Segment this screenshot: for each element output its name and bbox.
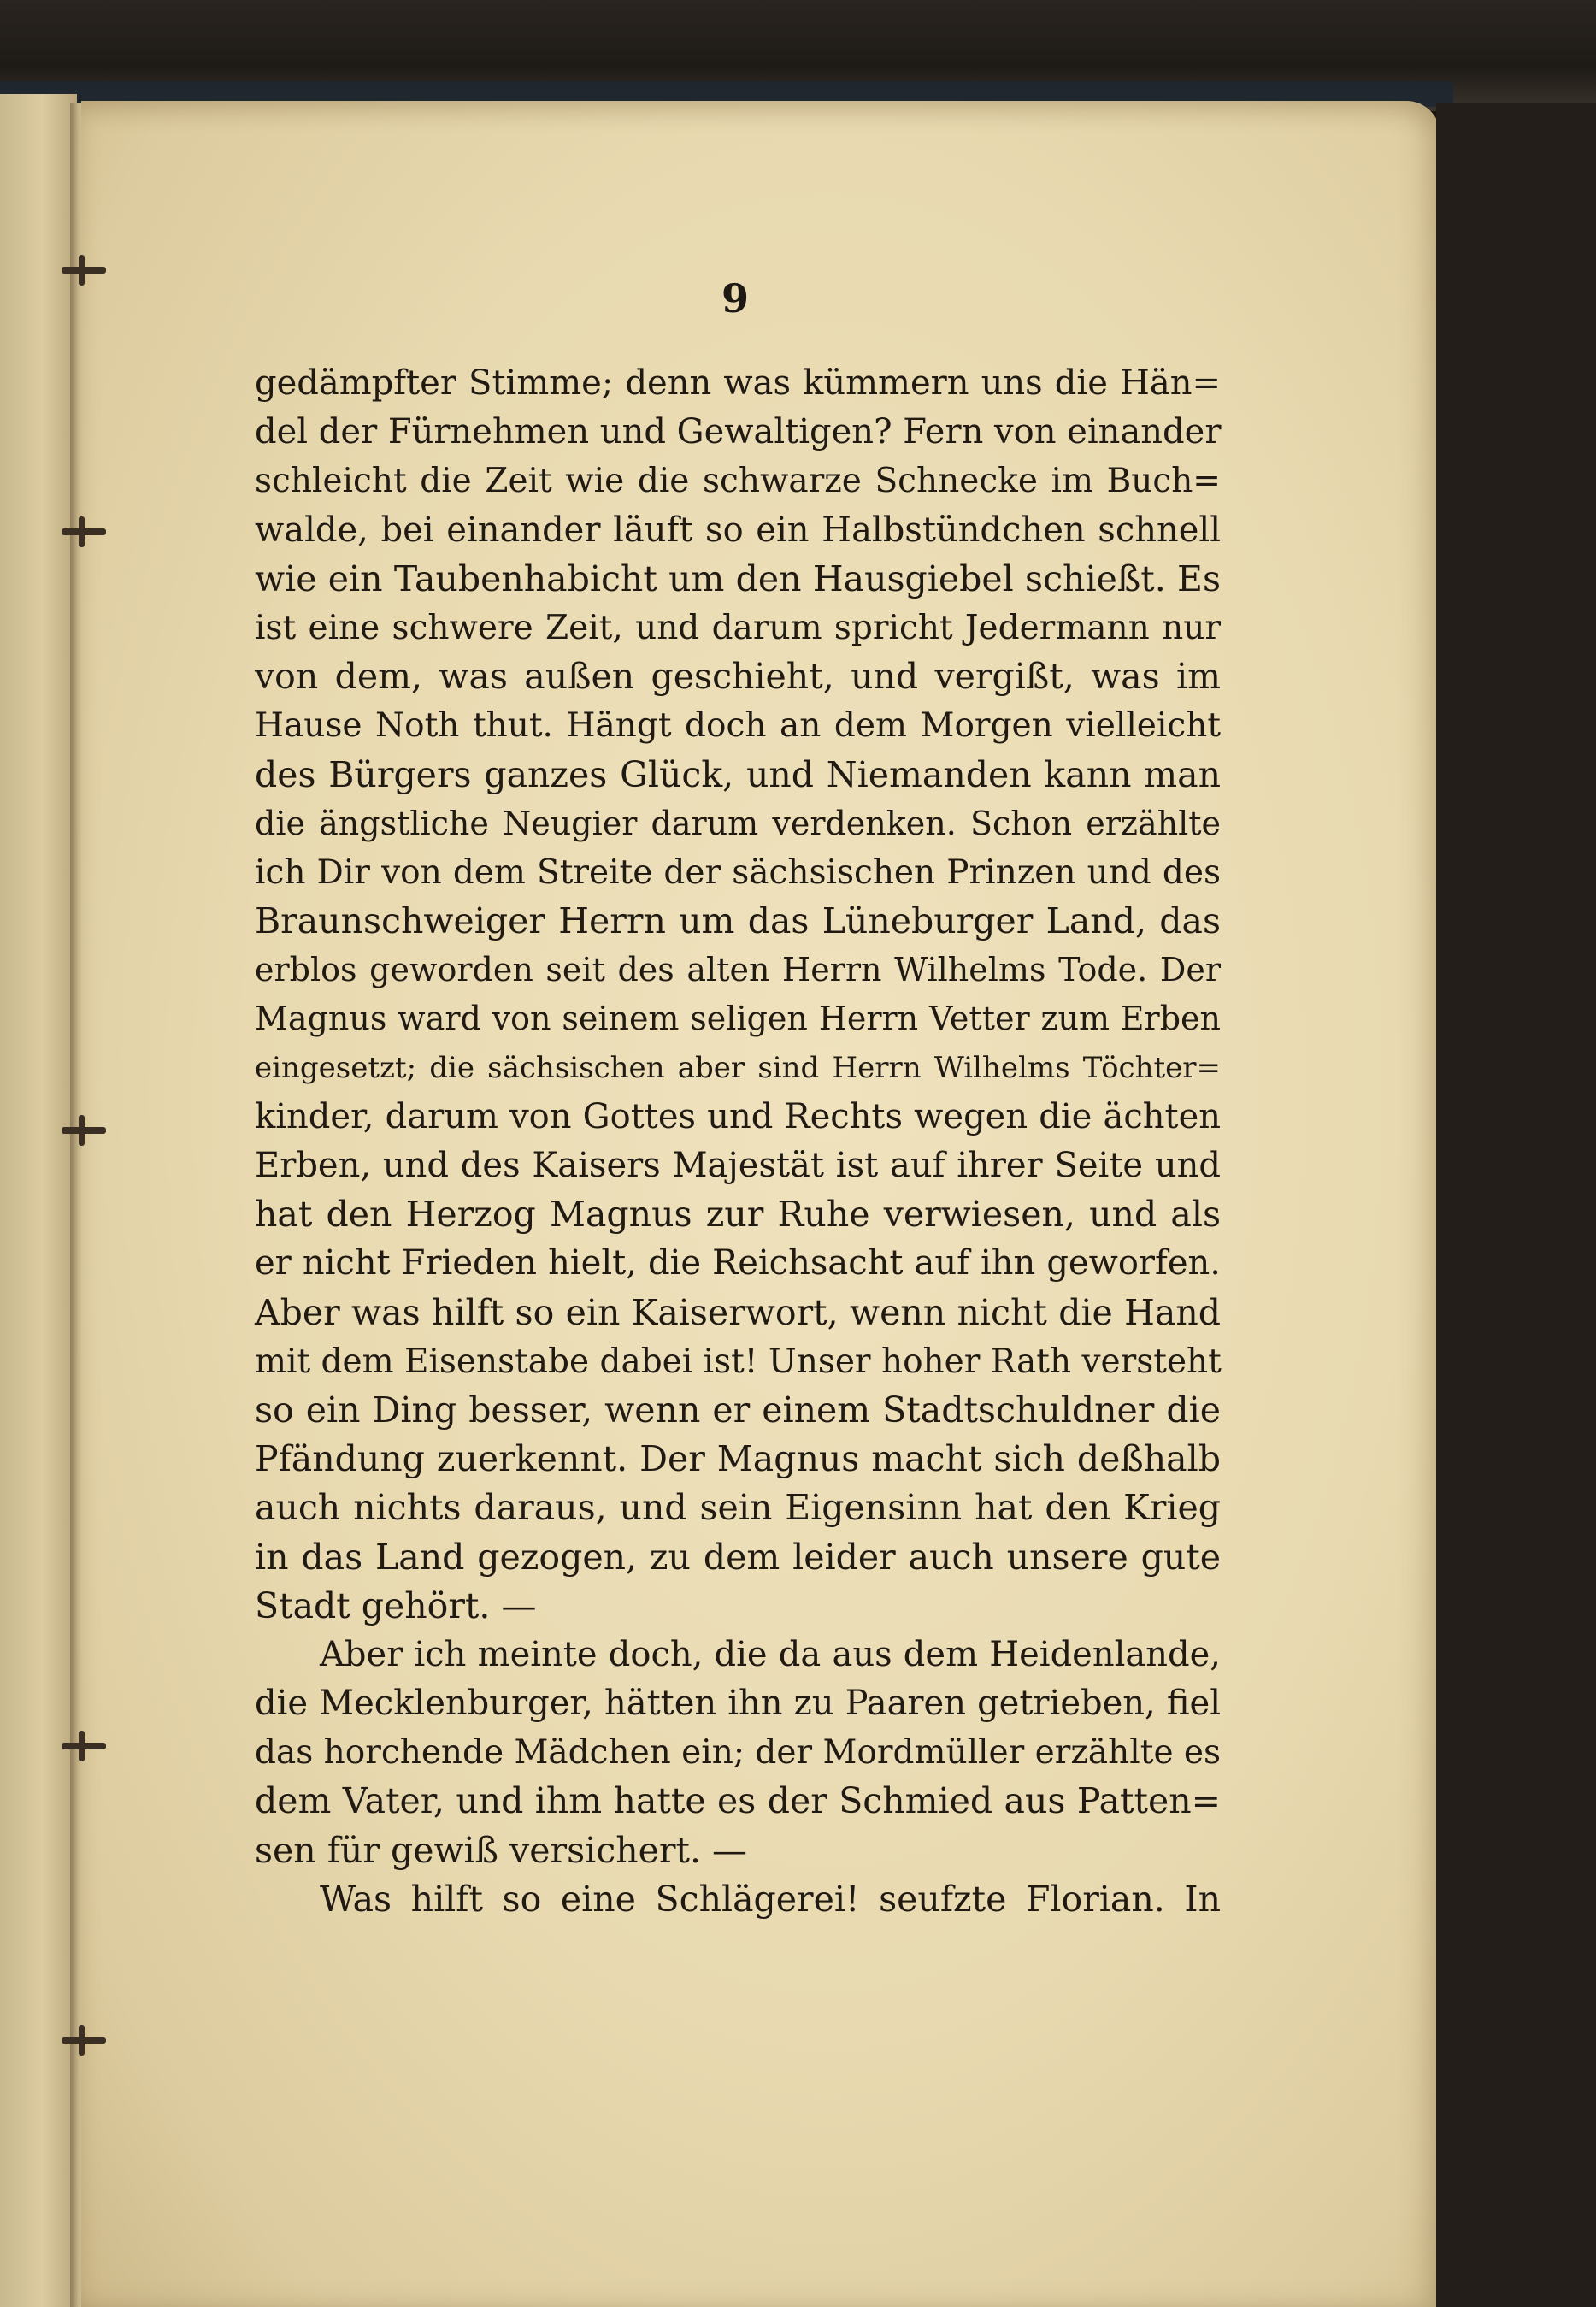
text-line: ist eine schwere Zeit, und darum spricht Jedermann nur — [255, 608, 1221, 647]
text-line: eingesetzt; die sächsischen aber sind Herrn Wilhelms Töchter= — [255, 1050, 1221, 1085]
page-number: 9 — [721, 275, 749, 322]
text-line: mit dem Eisenstabe dabei ist! Unser hoher Rath versteht — [255, 1342, 1222, 1381]
text-line: Braunschweiger Herrn um das Lüneburger Land, das — [255, 900, 1221, 942]
text-line: er nicht Frieden hielt, die Reichsacht auf ihn geworfen. — [255, 1243, 1221, 1283]
left-page-sliver — [0, 94, 77, 2307]
text-line: erblos geworden seit des alten Herrn Wilhelms Tode. Der — [255, 951, 1221, 989]
text-line: von dem, was außen geschieht, und vergißt, was im — [255, 656, 1221, 698]
text-line: Was hilft so eine Schlägerei! seufzte Florian. In — [320, 1878, 1221, 1920]
text-line: sen für gewiß versichert. — — [255, 1829, 748, 1871]
text-line: del der Fürnehmen und Gewaltigen? Fern von einander — [255, 412, 1222, 452]
text-line: ich Dir von dem Streite der sächsischen Prinzen und des — [255, 853, 1221, 892]
text-line: in das Land gezogen, zu dem leider auch unsere gute — [255, 1536, 1221, 1578]
body-text — [255, 359, 1221, 1924]
text-line: die Mecklenburger, hätten ihn zu Paaren getrieben, fiel — [255, 1684, 1221, 1724]
text-line: so ein Ding besser, wenn er einem Stadtschuldner die — [255, 1389, 1221, 1431]
text-line: die ängstliche Neugier darum verdenken. Schon erzählte — [255, 804, 1221, 842]
text-line: kinder, darum von Gottes und Rechts wegen die ächten — [255, 1096, 1221, 1136]
text-line: schleicht die Zeit wie die schwarze Schnecke im Buch= — [255, 462, 1221, 501]
text-line: Stadt gehört. — — [255, 1584, 537, 1626]
text-line: Aber was hilft so ein Kaiserwort, wenn nicht die Hand — [255, 1291, 1221, 1333]
binding-stitch — [62, 528, 106, 535]
binding-stitch — [62, 2037, 106, 2044]
text-line: hat den Herzog Magnus zur Ruhe verwiesen, und als — [255, 1194, 1221, 1236]
text-line: des Bürgers ganzes Glück, und Niemanden kann man — [255, 753, 1221, 795]
text-line: walde, bei einander läuft so ein Halbstündchen schnell — [255, 510, 1221, 550]
text-line: das horchende Mädchen ein; der Mordmüller erzählte es — [255, 1733, 1222, 1773]
text-line: Hause Noth thut. Hängt doch an dem Morgen vielleicht — [255, 706, 1221, 746]
text-line: Magnus ward von seinem seligen Herrn Vetter zum Erben — [255, 1000, 1221, 1038]
text-line: gedämpfter Stimme; denn was kümmern uns die Hän= — [255, 363, 1221, 403]
background-right — [1436, 103, 1596, 2307]
text-line: Aber ich meinte doch, die da aus dem Heidenlande, — [320, 1634, 1221, 1674]
binding-stitch — [62, 267, 106, 274]
text-line: dem Vater, und ihm hatte es der Schmied aus Patten= — [255, 1780, 1221, 1822]
text-line: auch nichts daraus, und sein Eigensinn hat den Krieg — [255, 1487, 1221, 1529]
binding-stitch — [62, 1743, 106, 1749]
binding-stitch — [62, 1127, 106, 1134]
text-line: Pfändung zuerkennt. Der Magnus macht sich deßhalb — [255, 1438, 1221, 1480]
text-line: Erben, und des Kaisers Majestät ist auf ihrer Seite und — [255, 1146, 1221, 1185]
text-line: wie ein Taubenhabicht um den Hausgiebel schießt. Es — [255, 558, 1221, 599]
